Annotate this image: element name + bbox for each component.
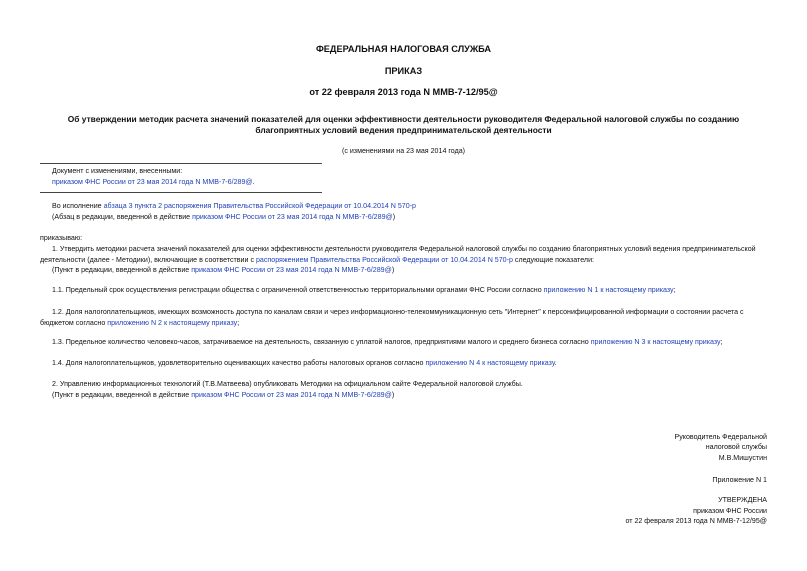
p1-line-2-prefix: деятельности (далее - Методики), включающие в соответствии с [40,256,256,264]
p1-2-prefix: бюджетом согласно [40,319,108,327]
p2-note-suffix: ) [391,391,395,399]
appendix-approved: УТВЕРЖДЕНА [718,496,767,504]
p1-2-line-1: 1.2. Доля налогоплательщиков, имеющих возможность доступа по каналам связи и через информационно-телекоммуникационную сеть "Интернет" к персонифицированной информации о состоянии расчета с [52,308,744,316]
appendix-4-link[interactable]: приложению N 4 к настоящему приказу [425,359,555,367]
p1-4-suffix: . [554,359,557,367]
changes-box-link-line [52,178,255,186]
preamble-note [52,213,395,221]
divider-top [40,163,322,164]
p2-note [52,391,394,399]
appendix-label: Приложение N 1 [712,476,767,484]
doc-date: от 22 февраля 2013 года N ММВ-7-12/95@ [309,87,498,97]
signature-line-1: Руководитель Федеральной [674,433,767,441]
appendix-by: приказом ФНС России [693,507,767,515]
p1-3-prefix: 1.3. Предельное количество человеко-часов, затрачиваемое на деятельность, связанную с уплатой налогов, предприятиями малого и среднего бизнеса согласно [52,338,591,346]
p1-1 [52,286,676,294]
preamble-link[interactable]: абзаца 3 пункта 2 распоряжения Правительства Российской Федерации от 10.04.2014 N 570-р [103,202,417,210]
signature-line-2: налоговой службы [705,443,767,451]
p1-1-prefix: 1.1. Предельный срок осуществления регистрации общества с ограниченной ответственностью территориальными органами ФНС России согласно [52,286,544,294]
preamble-prefix: Во исполнение [52,202,104,210]
appendix-2-link[interactable]: приложению N 2 к настоящему приказу [107,319,238,327]
preamble-note-link[interactable]: приказом ФНС России от 23 мая 2014 года N ММВ-7-6/289@ [192,213,393,221]
p1-3 [52,338,723,346]
p1-note-suffix: ) [391,266,395,274]
preamble-note-prefix: (Абзац в редакции, введенной в действие [52,213,193,221]
p1-3-suffix: ; [720,338,723,346]
appendix-date: от 22 февраля 2013 года N ММВ-7-12/95@ [625,517,767,525]
org-name: ФЕДЕРАЛЬНАЯ НАЛОГОВАЯ СЛУЖБА [315,44,492,54]
title-line-2: благоприятных условий ведения предпринимательской деятельности [255,125,552,135]
p1-2-line-2 [40,319,239,327]
p1-line-1: 1. Утвердить методики расчета значений показателей для оценки эффективности деятельности руководителя Федеральной налоговой службы по созданию благоприятных условий ведения предпринимательской [52,245,756,253]
p1-4-prefix: 1.4. Доля налогоплательщиков, удовлетворительно оценивающих качество работы налоговых органов согласно [52,359,426,367]
prikazyvayu: приказываю: [40,234,83,242]
signature-name: М.В.Мишустин [718,454,767,462]
doc-type: ПРИКАЗ [384,66,423,76]
divider-bottom [40,192,322,193]
p1-link[interactable]: распоряжением Правительства Российской Федерации от 10.04.2014 N 570-р [255,256,513,264]
p2-note-link[interactable]: приказом ФНС России от 23 мая 2014 года N ММВ-7-6/289@ [191,391,392,399]
changes-link[interactable]: приказом ФНС России от 23 мая 2014 года N ММВ-7-6/289@ [52,178,253,186]
p1-line-2 [40,256,594,264]
edition-note: (с изменениями на 23 мая 2014 года) [341,147,466,155]
changes-box-title: Документ с изменениями, внесенными: [52,167,183,175]
preamble-line [52,202,416,210]
p1-2-suffix: ; [237,319,240,327]
appendix-3-link[interactable]: приложению N 3 к настоящему приказу [590,338,721,346]
p1-note [52,266,394,274]
p1-note-prefix: (Пункт в редакции, введенной в действие [52,266,192,274]
p1-note-link[interactable]: приказом ФНС России от 23 мая 2014 года N ММВ-7-6/289@ [191,266,392,274]
p1-4 [52,359,557,367]
changes-tail: . [252,178,255,186]
title-line-1: Об утверждении методик расчета значений показателей для оценки эффективности деятельности руководителя Федеральной налоговой службы по созданию [67,114,740,124]
p1-line-2-suffix: следующие показатели: [512,256,595,264]
p2: 2. Управлению информационных технологий (Т.В.Матвеева) опубликовать Методики на официальном сайте Федеральной налоговой службы. [52,380,523,388]
appendix-1-link[interactable]: приложению N 1 к настоящему приказу [543,286,674,294]
p2-note-prefix: (Пункт в редакции, введенной в действие [52,391,192,399]
p1-1-suffix: ; [673,286,676,294]
preamble-note-suffix: ) [392,213,396,221]
